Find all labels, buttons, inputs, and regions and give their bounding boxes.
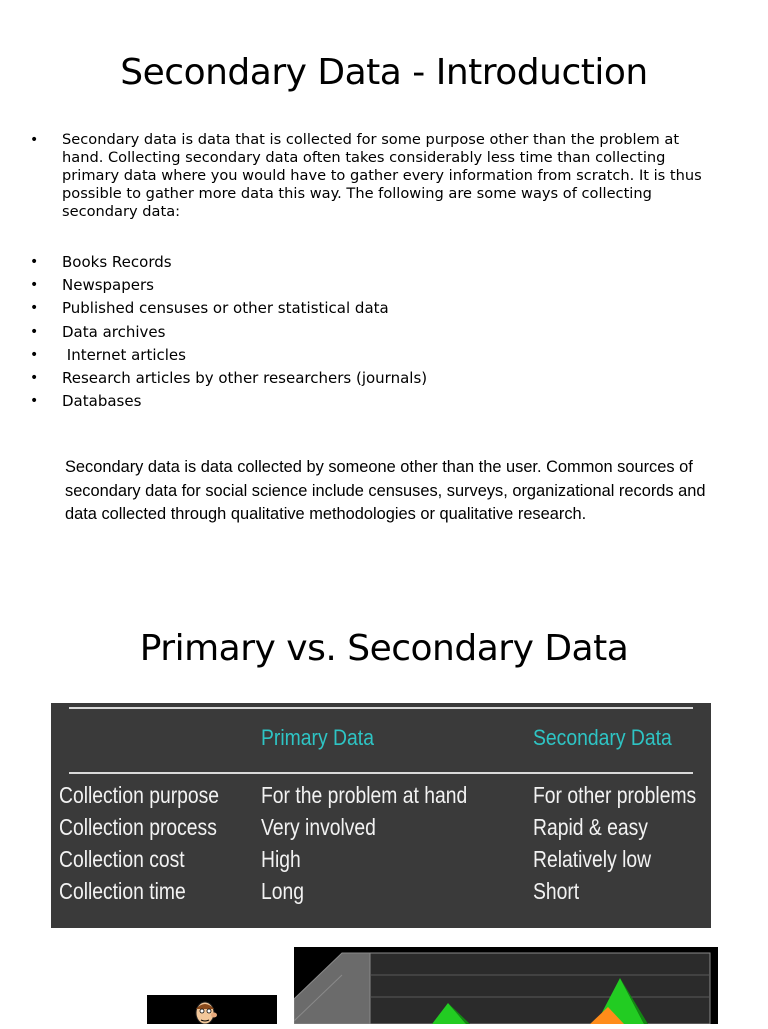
table-row: [51, 782, 711, 814]
list-item: [30, 320, 427, 343]
list-item: [30, 343, 427, 366]
bullet-marker: •: [30, 253, 39, 270]
secondary-sources-list: [30, 250, 427, 413]
cartoon-person-icon-graphic: [147, 995, 277, 1024]
list-item: [30, 250, 427, 273]
secondary-cell: Relatively low: [533, 846, 652, 872]
bullet-marker: •: [30, 300, 39, 317]
header-secondary-data: Secondary Data: [533, 725, 672, 750]
list-item: [30, 366, 427, 389]
list-item: [30, 273, 427, 296]
secondary-cell: Short: [533, 878, 580, 904]
row-label: Collection cost: [59, 846, 185, 872]
primary-cell: Long: [261, 878, 304, 904]
bullet-marker: •: [30, 346, 39, 363]
primary-cell: Very involved: [261, 814, 376, 840]
3d-peaks-chart-graphic: [294, 947, 718, 1024]
definition-note: Secondary data is data collected by someone other than the user. Common sources of secondary data for social science include censuses, surveys, organizational records and data collected through qualitative methodologies or qualitative research.: [65, 458, 706, 524]
bullet-marker: •: [30, 132, 39, 148]
source-label: Newspapers: [62, 275, 154, 294]
comparison-table: [51, 703, 711, 928]
bullet-marker: •: [30, 393, 39, 410]
cartoon-person-icon: [147, 995, 277, 1024]
intro-paragraph: [30, 131, 710, 221]
slide-title-comparison: Primary vs. Secondary Data: [139, 628, 629, 669]
list-item: [30, 390, 427, 413]
bullet-marker: •: [30, 323, 39, 340]
row-label: Collection purpose: [59, 782, 220, 808]
intro-text: Secondary data is data that is collected for some purpose other than the problem at hand. Collecting secondary data often takes considerably less time than collecting primary data where you would have to gather every information from scratch. It is thus possible to gather more data this way. The following are some ways of collecting secondary data:: [62, 131, 702, 220]
secondary-cell: Rapid & easy: [533, 814, 648, 840]
list-item: [30, 297, 427, 320]
source-label: Research articles by other researchers (journals): [62, 369, 428, 388]
table-header-rule: [69, 772, 693, 774]
3d-peaks-chart-icon: [294, 947, 718, 1024]
row-label: Collection process: [59, 814, 217, 840]
table-row: [51, 878, 711, 910]
bullet-marker: •: [30, 276, 39, 293]
primary-cell: High: [261, 846, 301, 872]
table-top-rule: [69, 707, 693, 709]
bullet-marker: •: [30, 370, 39, 387]
row-label: Collection time: [59, 878, 186, 904]
table-row: [51, 846, 711, 878]
header-primary-data: Primary Data: [261, 725, 374, 750]
source-label: Published censuses or other statistical data: [62, 299, 389, 318]
primary-cell: For the problem at hand: [261, 782, 468, 808]
slide-title-intro: Secondary Data - Introduction: [120, 52, 648, 93]
source-label: Books Records: [62, 252, 172, 271]
source-label: Internet articles: [62, 345, 186, 364]
source-label: Data archives: [62, 322, 166, 341]
secondary-cell: For other problems: [533, 782, 697, 808]
source-label: Databases: [62, 392, 142, 411]
table-row: [51, 814, 711, 846]
